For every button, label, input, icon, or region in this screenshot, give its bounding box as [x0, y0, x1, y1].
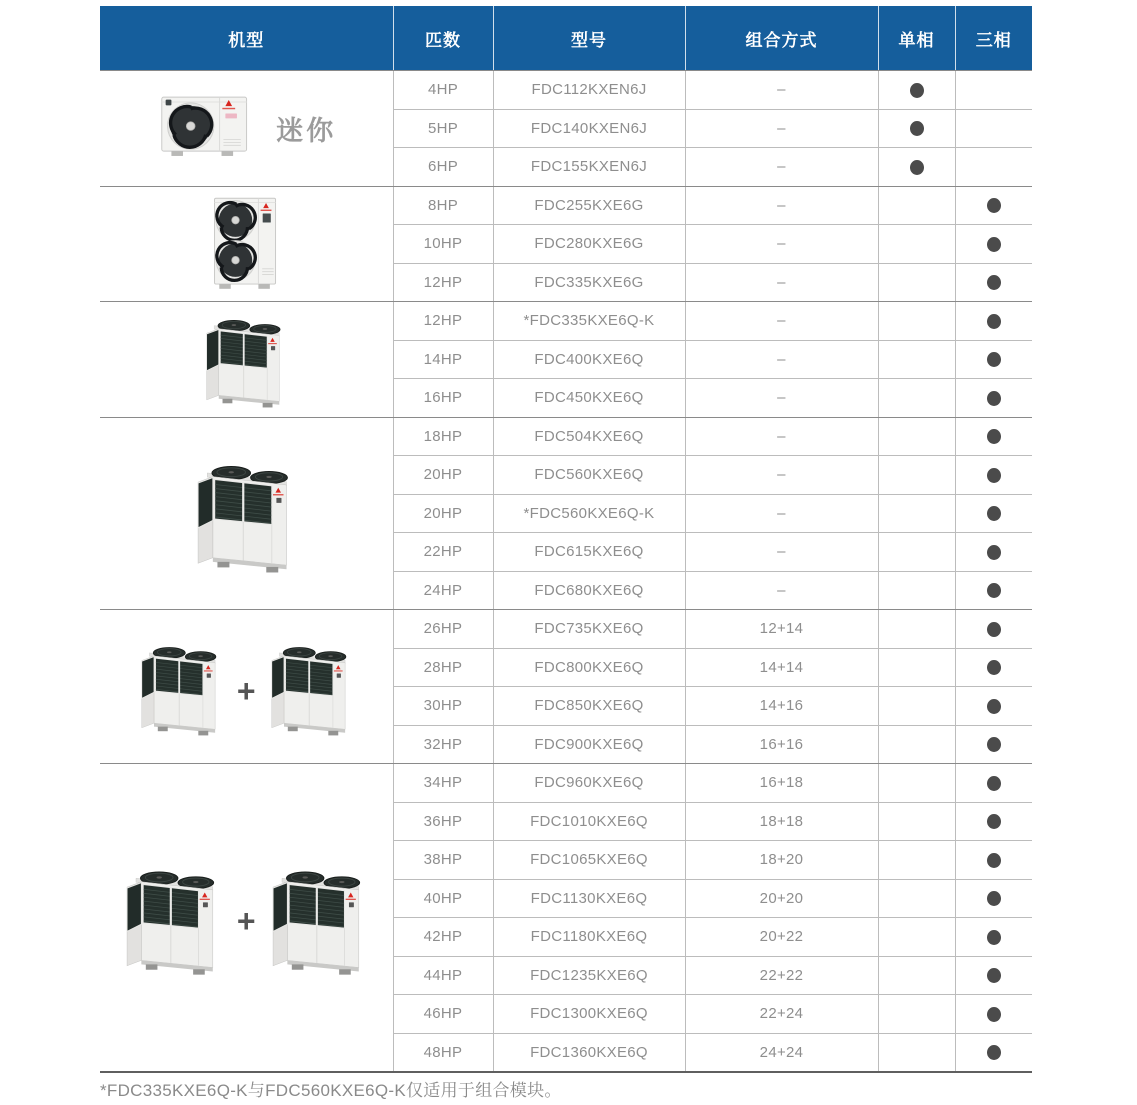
model-cell: FDC900KXE6Q [493, 725, 685, 764]
hp-cell: 20HP [393, 494, 493, 533]
combo-cell: – [685, 379, 878, 418]
three-phase-dot [987, 1007, 1001, 1022]
three-phase-dot [987, 583, 1001, 598]
single-phase-cell [878, 918, 955, 957]
single-phase-cell [878, 148, 955, 187]
product-image-cell [100, 71, 393, 187]
hp-cell: 12HP [393, 263, 493, 302]
three-phase-dot [987, 391, 1001, 406]
three-phase-cell [955, 841, 1032, 880]
single-phase-cell [878, 764, 955, 803]
vrf-module-image [263, 633, 360, 740]
product-image-cell [100, 764, 393, 1072]
combo-cell: 20+22 [685, 918, 878, 957]
product-image-cell [100, 417, 393, 610]
three-phase-cell [955, 648, 1032, 687]
three-phase-dot [987, 891, 1001, 906]
single-phase-cell [878, 956, 955, 995]
three-phase-cell [955, 71, 1032, 110]
hp-cell: 44HP [393, 956, 493, 995]
hp-cell: 40HP [393, 879, 493, 918]
vrf-module-image [199, 306, 293, 412]
three-phase-dot [987, 622, 1001, 637]
hp-cell: 6HP [393, 148, 493, 187]
hp-cell: 42HP [393, 918, 493, 957]
three-phase-dot [987, 853, 1001, 868]
vrf-module-image [263, 855, 376, 980]
three-phase-cell [955, 456, 1032, 495]
hp-cell: 30HP [393, 687, 493, 726]
three-phase-dot [987, 660, 1001, 675]
three-phase-dot [987, 545, 1001, 560]
model-cell: FDC680KXE6Q [493, 571, 685, 610]
hp-cell: 34HP [393, 764, 493, 803]
single-phase-cell [878, 802, 955, 841]
single-phase-cell [878, 533, 955, 572]
hp-cell: 8HP [393, 186, 493, 225]
hp-cell: 32HP [393, 725, 493, 764]
hp-cell: 22HP [393, 533, 493, 572]
combo-cell: – [685, 456, 878, 495]
three-phase-dot [987, 968, 1001, 983]
hp-cell: 4HP [393, 71, 493, 110]
single-phase-cell [878, 571, 955, 610]
hp-cell: 10HP [393, 225, 493, 264]
combo-cell: 22+22 [685, 956, 878, 995]
combo-cell: 14+14 [685, 648, 878, 687]
combo-cell: – [685, 417, 878, 456]
model-cell: *FDC560KXE6Q-K [493, 494, 685, 533]
hp-cell: 28HP [393, 648, 493, 687]
model-cell: FDC1360KXE6Q [493, 1033, 685, 1072]
three-phase-cell [955, 263, 1032, 302]
hp-cell: 36HP [393, 802, 493, 841]
three-phase-cell [955, 918, 1032, 957]
table-row [100, 71, 1032, 110]
three-phase-dot [987, 506, 1001, 521]
table-row [100, 610, 1032, 649]
three-phase-cell [955, 148, 1032, 187]
header-model-no: 型号 [493, 6, 685, 71]
header-single-phase: 单相 [878, 6, 955, 71]
combo-cell: – [685, 186, 878, 225]
model-cell: FDC504KXE6Q [493, 417, 685, 456]
single-phase-dot [910, 160, 924, 175]
three-phase-dot [987, 352, 1001, 367]
model-cell: FDC280KXE6G [493, 225, 685, 264]
single-phase-cell [878, 494, 955, 533]
hp-cell: 26HP [393, 610, 493, 649]
product-figure [100, 855, 393, 980]
table-row [100, 764, 1032, 803]
three-phase-cell [955, 340, 1032, 379]
three-phase-cell [955, 802, 1032, 841]
footnote: *FDC335KXE6Q-K与FDC560KXE6Q-K仅适用于组合模块。 [100, 1081, 562, 1100]
combo-cell: – [685, 571, 878, 610]
three-phase-cell [955, 995, 1032, 1034]
single-phase-cell [878, 186, 955, 225]
combo-cell: – [685, 533, 878, 572]
mini-outdoor-unit-image [156, 89, 262, 167]
table-body [100, 71, 1032, 1072]
three-phase-cell [955, 610, 1032, 649]
mini-label: 迷你 [276, 115, 337, 146]
table-header [100, 6, 1032, 71]
three-phase-cell [955, 186, 1032, 225]
hp-cell: 38HP [393, 841, 493, 880]
combo-cell: 16+18 [685, 764, 878, 803]
model-cell: FDC1130KXE6Q [493, 879, 685, 918]
product-image-cell [100, 186, 393, 302]
three-phase-cell [955, 109, 1032, 148]
single-phase-dot [910, 83, 924, 98]
model-cell: FDC960KXE6Q [493, 764, 685, 803]
three-phase-cell [955, 533, 1032, 572]
hp-cell: 18HP [393, 417, 493, 456]
hp-cell: 12HP [393, 302, 493, 341]
single-phase-cell [878, 610, 955, 649]
three-phase-dot [987, 468, 1001, 483]
three-phase-dot [987, 275, 1001, 290]
single-phase-cell [878, 302, 955, 341]
model-cell: FDC1010KXE6Q [493, 802, 685, 841]
single-phase-cell [878, 995, 955, 1034]
product-figure [100, 633, 393, 740]
vrf-module-image [189, 449, 303, 578]
three-phase-cell [955, 687, 1032, 726]
hp-cell: 20HP [393, 456, 493, 495]
model-cell: FDC112KXEN6J [493, 71, 685, 110]
model-cell: FDC1180KXE6Q [493, 918, 685, 957]
combo-cell: 22+24 [685, 995, 878, 1034]
product-figure [100, 306, 393, 412]
product-figure [100, 449, 393, 578]
model-cell: FDC560KXE6Q [493, 456, 685, 495]
single-phase-cell [878, 1033, 955, 1072]
single-phase-cell [878, 648, 955, 687]
header-combination: 组合方式 [685, 6, 878, 71]
model-cell: FDC1300KXE6Q [493, 995, 685, 1034]
single-phase-cell [878, 417, 955, 456]
combo-cell: – [685, 225, 878, 264]
three-phase-dot [987, 1045, 1001, 1060]
three-phase-cell [955, 764, 1032, 803]
single-phase-cell [878, 71, 955, 110]
header-three-phase: 三相 [955, 6, 1032, 71]
single-phase-cell [878, 379, 955, 418]
model-cell: FDC800KXE6Q [493, 648, 685, 687]
model-cell: FDC850KXE6Q [493, 687, 685, 726]
model-cell: FDC140KXEN6J [493, 109, 685, 148]
three-phase-cell [955, 1033, 1032, 1072]
table-row [100, 302, 1032, 341]
single-phase-cell [878, 263, 955, 302]
hp-cell: 14HP [393, 340, 493, 379]
combo-cell: – [685, 148, 878, 187]
three-phase-dot [987, 237, 1001, 252]
single-phase-dot [910, 121, 924, 136]
single-phase-cell [878, 456, 955, 495]
single-phase-cell [878, 340, 955, 379]
three-phase-cell [955, 725, 1032, 764]
three-phase-cell [955, 302, 1032, 341]
combo-cell: 16+16 [685, 725, 878, 764]
three-phase-dot [987, 776, 1001, 791]
three-phase-cell [955, 879, 1032, 918]
plus-sign: + [236, 672, 256, 709]
combo-cell: 20+20 [685, 879, 878, 918]
model-cell: FDC450KXE6Q [493, 379, 685, 418]
three-phase-dot [987, 814, 1001, 829]
hp-cell: 46HP [393, 995, 493, 1034]
combo-cell: 18+18 [685, 802, 878, 841]
single-phase-cell [878, 687, 955, 726]
combo-cell: – [685, 340, 878, 379]
plus-sign: + [236, 903, 256, 940]
product-figure [100, 89, 393, 167]
single-phase-cell [878, 225, 955, 264]
model-cell: FDC735KXE6Q [493, 610, 685, 649]
table-row [100, 186, 1032, 225]
three-phase-cell [955, 379, 1032, 418]
three-phase-cell [955, 225, 1032, 264]
three-phase-dot [987, 198, 1001, 213]
three-phase-dot [987, 699, 1001, 714]
combo-cell: – [685, 263, 878, 302]
three-phase-cell [955, 494, 1032, 533]
model-cell: FDC255KXE6G [493, 186, 685, 225]
model-cell: FDC155KXEN6J [493, 148, 685, 187]
hp-cell: 48HP [393, 1033, 493, 1072]
vrf-module-image [133, 633, 230, 740]
model-cell: *FDC335KXE6Q-K [493, 302, 685, 341]
combo-cell: 14+16 [685, 687, 878, 726]
model-cell: FDC400KXE6Q [493, 340, 685, 379]
combo-cell: 12+14 [685, 610, 878, 649]
vrf-module-image [117, 855, 230, 980]
product-image-cell [100, 302, 393, 418]
three-phase-dot [987, 429, 1001, 444]
hp-cell: 24HP [393, 571, 493, 610]
product-image-cell [100, 610, 393, 764]
single-phase-cell [878, 109, 955, 148]
three-phase-dot [987, 930, 1001, 945]
three-phase-cell [955, 417, 1032, 456]
model-cell: FDC335KXE6G [493, 263, 685, 302]
header-hp: 匹数 [393, 6, 493, 71]
three-phase-cell [955, 571, 1032, 610]
product-figure [100, 194, 393, 294]
combo-cell: 24+24 [685, 1033, 878, 1072]
combo-cell: – [685, 71, 878, 110]
hp-cell: 5HP [393, 109, 493, 148]
combo-cell: 18+20 [685, 841, 878, 880]
three-phase-cell [955, 956, 1032, 995]
dual-fan-outdoor-unit-image [205, 194, 287, 294]
combo-cell: – [685, 109, 878, 148]
single-phase-cell [878, 841, 955, 880]
three-phase-dot [987, 314, 1001, 329]
header-row [100, 6, 1032, 71]
model-cell: FDC1065KXE6Q [493, 841, 685, 880]
single-phase-cell [878, 879, 955, 918]
spec-table [100, 6, 1032, 1073]
header-model-type: 机型 [100, 6, 393, 71]
table-row [100, 417, 1032, 456]
three-phase-dot [987, 737, 1001, 752]
model-cell: FDC1235KXE6Q [493, 956, 685, 995]
single-phase-cell [878, 725, 955, 764]
combo-cell: – [685, 302, 878, 341]
model-cell: FDC615KXE6Q [493, 533, 685, 572]
hp-cell: 16HP [393, 379, 493, 418]
combo-cell: – [685, 494, 878, 533]
